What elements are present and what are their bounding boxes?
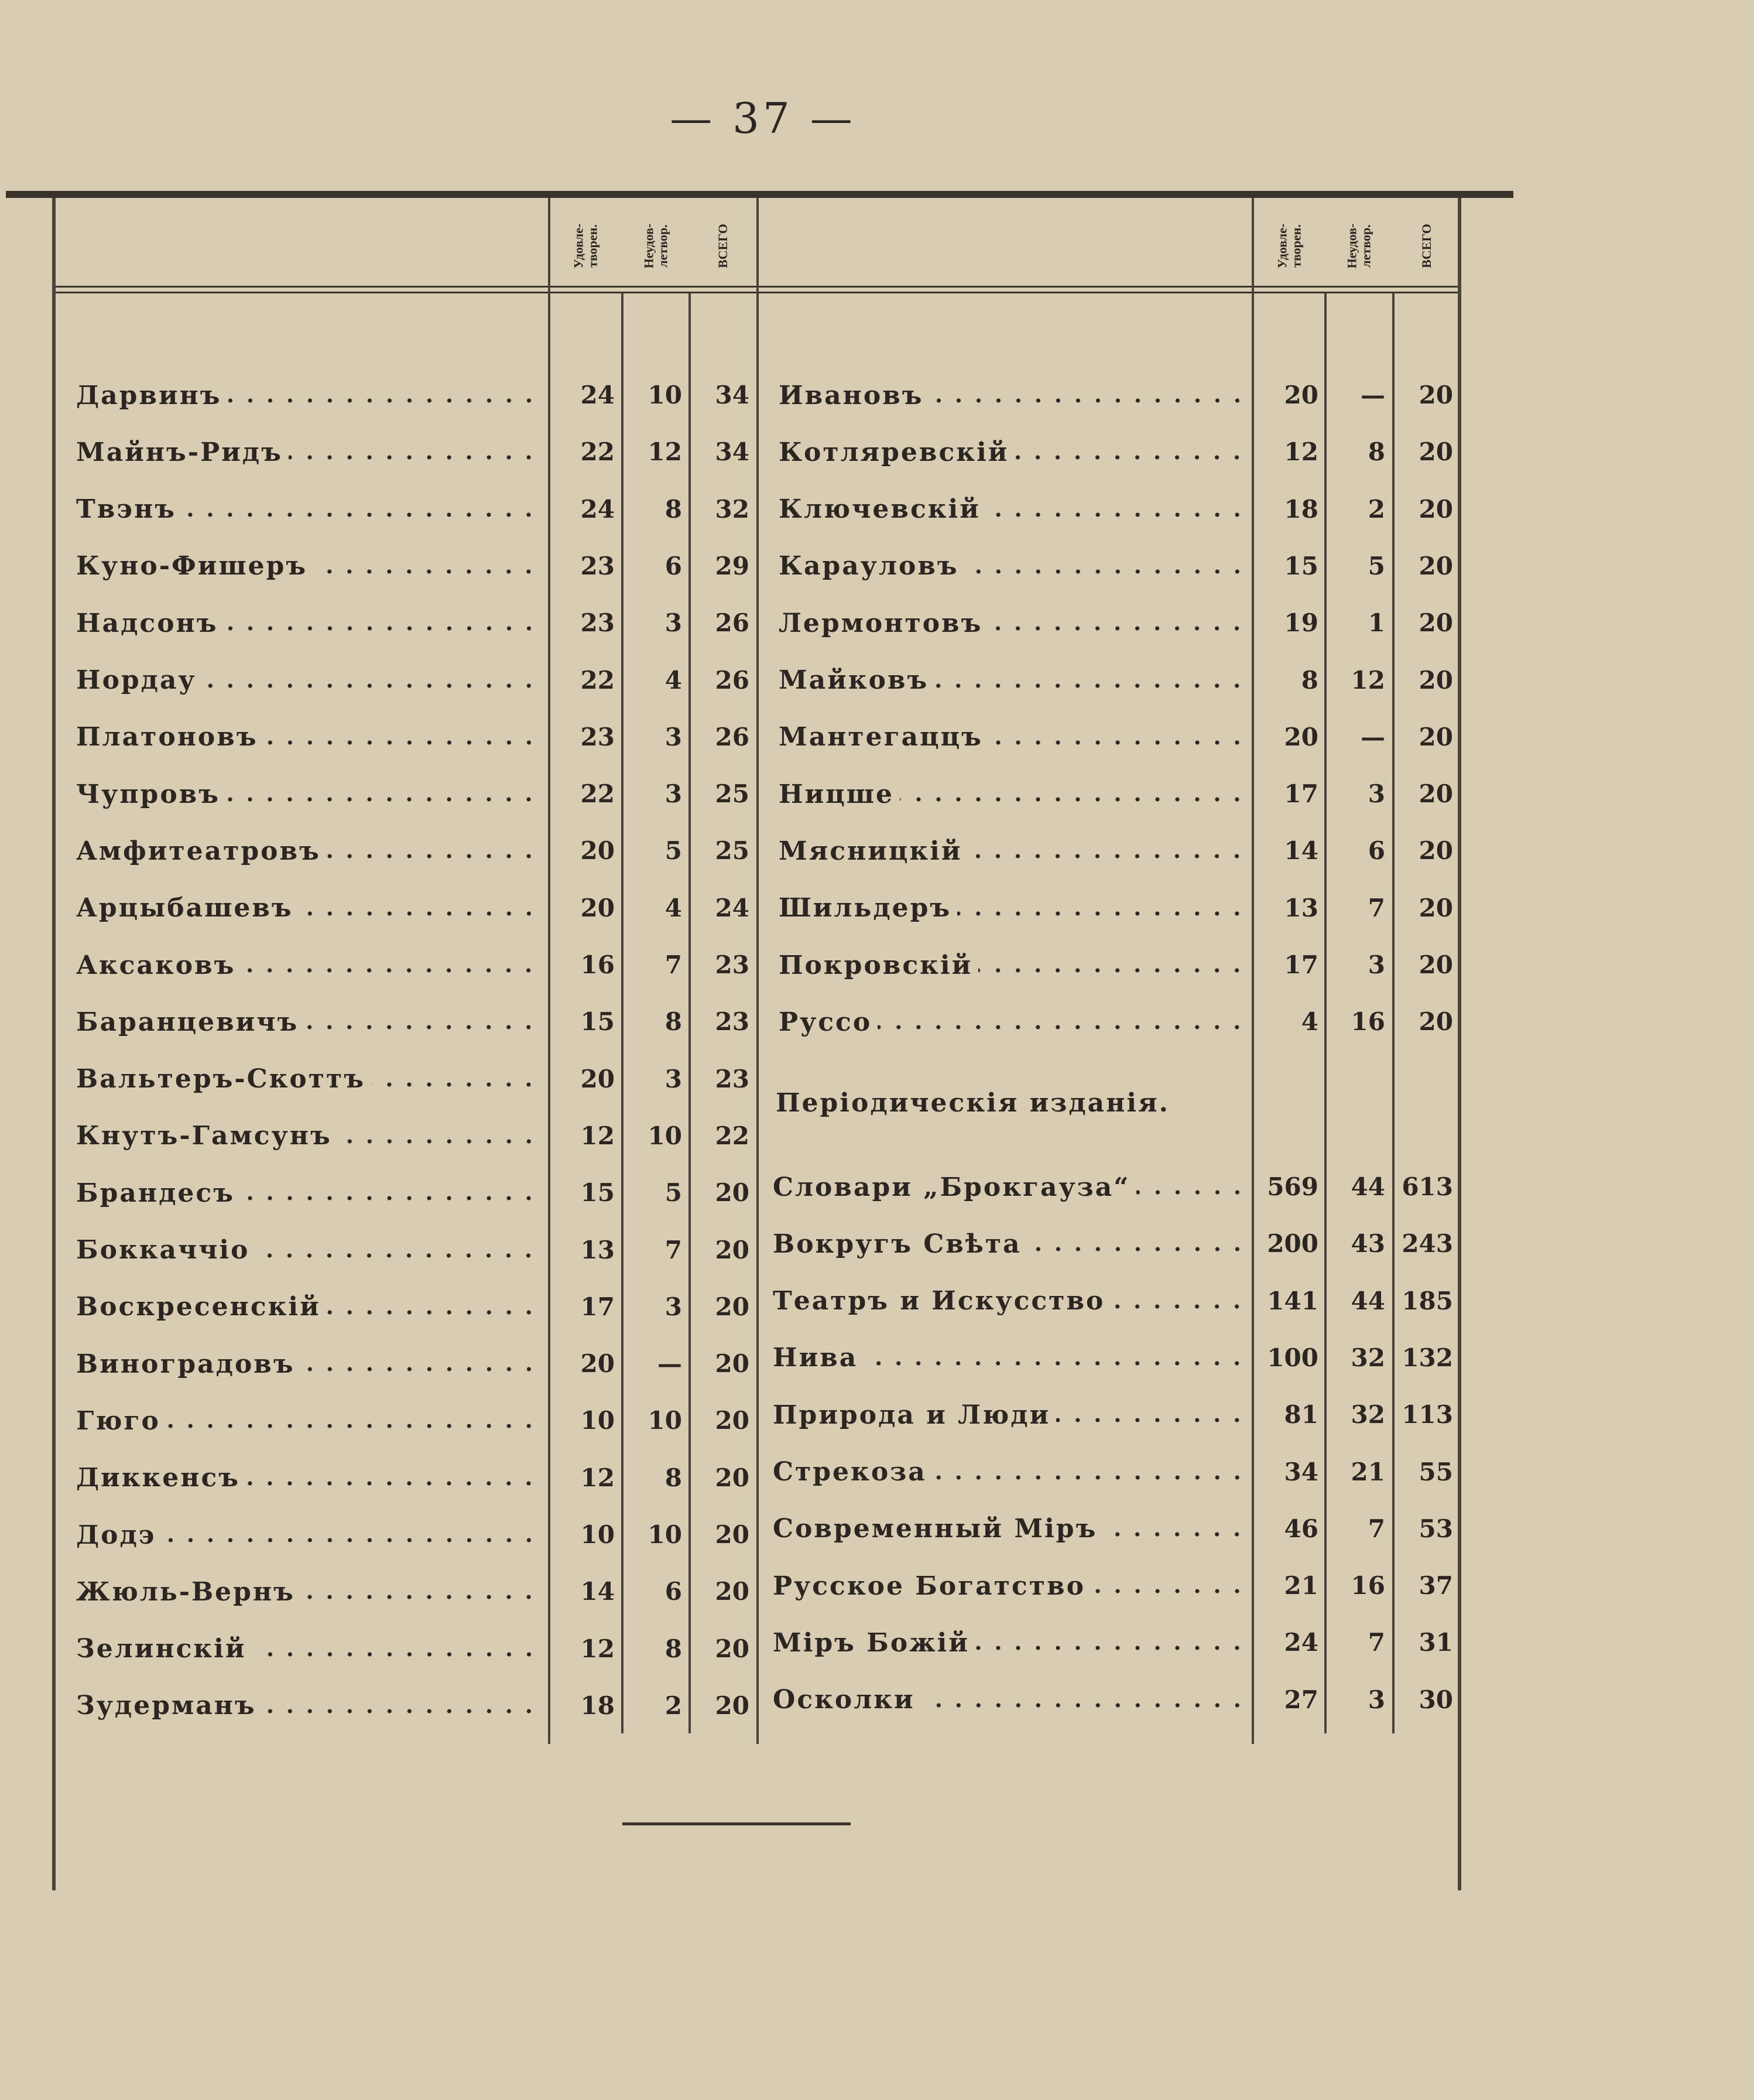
dot-leader (162, 1536, 539, 1544)
table-row (779, 663, 1459, 698)
dot-leader (327, 1308, 539, 1316)
entry-name: Баранцевичъ (76, 1007, 299, 1037)
dot-leader (301, 1365, 539, 1373)
satisfied-count: 81 (1284, 1400, 1318, 1429)
table-row (76, 1233, 755, 1268)
table-row (76, 891, 755, 926)
total-count: 25 (715, 779, 749, 809)
entry-name: Додэ (76, 1520, 156, 1550)
table-row (76, 720, 755, 755)
total-count: 613 (1402, 1172, 1453, 1201)
dot-leader (1091, 1587, 1247, 1595)
entry-name: Зудерманъ (76, 1691, 256, 1721)
unsatisfied-count: 8 (664, 494, 682, 524)
unsatisfied-count: 5 (664, 836, 682, 866)
table-row (773, 1455, 1459, 1490)
column-divider (756, 198, 759, 1744)
dot-leader (933, 1473, 1247, 1482)
table-row (779, 492, 1459, 527)
unsatisfied-count: 7 (1368, 893, 1385, 922)
satisfied-count: 21 (1284, 1571, 1318, 1600)
satisfied-count: 13 (1284, 893, 1318, 922)
unsatisfied-count: 7 (1368, 1514, 1385, 1543)
satisfied-count: 24 (1284, 1628, 1318, 1657)
entry-name: Зелинскій (76, 1634, 246, 1664)
entry-name: Виноградовъ (76, 1349, 295, 1379)
satisfied-count: 15 (580, 1178, 615, 1208)
dot-leader (864, 1359, 1247, 1367)
header-unsatisfied-left (624, 205, 688, 287)
total-count: 20 (1419, 551, 1453, 580)
table-row (773, 1511, 1459, 1547)
total-count: 26 (715, 665, 749, 695)
table-row (76, 549, 755, 584)
entry-name: Шильдеръ (779, 893, 952, 924)
entry-name: Дарвинъ (76, 380, 222, 411)
unsatisfied-count: 5 (1368, 551, 1385, 580)
entry-name: Руссо (779, 1007, 872, 1037)
entry-name: Куно-Фишеръ (76, 551, 308, 582)
table-row (773, 1169, 1459, 1205)
dot-leader (182, 511, 539, 519)
satisfied-count: 8 (1301, 665, 1318, 695)
total-count: 20 (1419, 893, 1453, 922)
satisfied-count: 17 (1284, 950, 1318, 979)
periodicals-section-title: Періодическія изданія. (776, 1088, 1170, 1118)
satisfied-count: 100 (1267, 1343, 1318, 1372)
unsatisfied-count: 3 (664, 722, 682, 751)
total-count: 20 (1419, 1007, 1453, 1037)
dot-leader (1015, 453, 1247, 461)
table-row (779, 1004, 1459, 1039)
header-text: Неудов- летвор. (1344, 223, 1373, 269)
dot-leader (1136, 1188, 1247, 1196)
table-row (76, 1574, 755, 1609)
header-text: Неудов- летвор. (640, 223, 670, 269)
header-satisfied-left (550, 205, 621, 287)
satisfied-count: 12 (580, 1121, 615, 1150)
table-row (773, 1226, 1459, 1261)
dot-leader (957, 909, 1247, 918)
entry-name: Гюго (76, 1405, 160, 1436)
entry-name: Воскресенскій (76, 1292, 321, 1322)
dot-leader (224, 624, 539, 632)
dot-leader (228, 396, 539, 405)
unsatisfied-count: 32 (1351, 1400, 1385, 1429)
satisfied-count: 22 (580, 779, 615, 809)
unsatisfied-count: 2 (1368, 494, 1385, 524)
dot-leader (313, 567, 539, 576)
total-count: 20 (715, 1406, 749, 1435)
entry-name: Вокругъ Свѣта (773, 1229, 1022, 1259)
entry-name: Міръ Божій (773, 1627, 970, 1658)
dot-leader (241, 1194, 539, 1202)
dot-leader (878, 1023, 1247, 1031)
unsatisfied-count: 4 (664, 893, 682, 922)
total-count: 20 (715, 1178, 749, 1208)
entry-name: Покровскій (779, 950, 973, 980)
total-count: 55 (1419, 1457, 1453, 1486)
dot-leader (241, 966, 539, 974)
satisfied-count: 23 (580, 551, 615, 580)
dot-leader (975, 1644, 1247, 1652)
unsatisfied-count: 7 (664, 950, 682, 979)
table-row (76, 1175, 755, 1210)
header-text: Удовле- творен. (1274, 223, 1303, 269)
satisfied-count: 22 (580, 665, 615, 695)
dot-leader (965, 567, 1247, 576)
unsatisfied-count: 10 (648, 1121, 682, 1150)
satisfied-count: 18 (1284, 494, 1318, 524)
header-text: Удовле- творен. (570, 223, 599, 269)
entry-name: Карауловъ (779, 551, 959, 582)
entry-name: Диккенсъ (76, 1463, 241, 1493)
table-row (773, 1397, 1459, 1432)
total-count: 25 (715, 836, 749, 866)
table-row (779, 606, 1459, 641)
page-number: — 37 — (670, 94, 856, 143)
table-row (779, 833, 1459, 868)
satisfied-count: 12 (580, 1463, 615, 1492)
unsatisfied-count: 8 (664, 1634, 682, 1663)
total-count: 20 (1419, 494, 1453, 524)
table-row (76, 1688, 755, 1723)
header-satisfied-right (1254, 205, 1324, 287)
total-count: 26 (715, 722, 749, 751)
table-row (76, 1403, 755, 1438)
total-count: 20 (1419, 437, 1453, 467)
dot-leader (900, 795, 1247, 803)
unsatisfied-count: 7 (1368, 1628, 1385, 1657)
unsatisfied-count: 6 (664, 1577, 682, 1606)
satisfied-count: 15 (1284, 551, 1318, 580)
unsatisfied-count: 3 (664, 608, 682, 638)
satisfied-count: 13 (580, 1235, 615, 1264)
unsatisfied-count: 21 (1351, 1457, 1385, 1486)
entry-name: Природа и Люди (773, 1400, 1051, 1430)
total-count: 20 (1419, 779, 1453, 809)
total-count: 24 (715, 893, 749, 922)
unsatisfied-count: 6 (664, 551, 682, 580)
entry-name: Вальтеръ-Скоттъ (76, 1064, 366, 1095)
table-row (779, 891, 1459, 926)
satisfied-count: 24 (580, 494, 615, 524)
table-row (76, 1632, 755, 1667)
total-count: 20 (715, 1520, 749, 1549)
satisfied-count: 19 (1284, 608, 1318, 638)
dot-leader (262, 1707, 539, 1715)
entry-name: Лермонтовъ (779, 608, 983, 638)
table-row (773, 1682, 1459, 1718)
table-row (76, 948, 755, 983)
table-row (773, 1340, 1459, 1376)
total-count: 37 (1419, 1571, 1453, 1600)
total-count: 22 (715, 1121, 749, 1150)
unsatisfied-count: 43 (1351, 1229, 1385, 1258)
total-count: 20 (715, 1235, 749, 1264)
total-count: 34 (715, 381, 749, 409)
total-count: 20 (1419, 950, 1453, 979)
entry-name: Твэнъ (76, 494, 177, 525)
satisfied-count: 34 (1284, 1457, 1318, 1486)
entry-name: Кнутъ-Гамсунъ (76, 1121, 332, 1151)
dot-leader (203, 682, 539, 690)
total-count: 20 (715, 1292, 749, 1321)
unsatisfied-count: 32 (1351, 1343, 1385, 1372)
dot-leader (301, 1593, 539, 1601)
table-row (76, 606, 755, 641)
unsatisfied-count: 8 (664, 1007, 682, 1037)
entry-name: Амфитеатровъ (76, 836, 321, 866)
total-count: 53 (1419, 1514, 1453, 1543)
table-row (76, 1119, 755, 1154)
table-row (779, 720, 1459, 755)
satisfied-count: 569 (1267, 1172, 1318, 1201)
end-rule (622, 1822, 851, 1825)
satisfied-count: 17 (1284, 779, 1318, 809)
unsatisfied-count: 44 (1351, 1172, 1385, 1201)
entry-name: Майковъ (779, 665, 929, 695)
dot-leader (921, 1701, 1247, 1709)
dot-leader (989, 738, 1247, 747)
entry-name: Котляревскій (779, 437, 1009, 467)
unsatisfied-count: — (1361, 722, 1385, 751)
total-count: 185 (1402, 1286, 1453, 1315)
satisfied-count: 20 (580, 836, 615, 866)
satisfied-count: 10 (580, 1520, 615, 1549)
entry-name: Современный Міръ (773, 1514, 1098, 1544)
total-count: 20 (1419, 722, 1453, 751)
unsatisfied-count: 3 (664, 1064, 682, 1093)
dot-leader (1111, 1302, 1247, 1311)
dot-leader (252, 1650, 539, 1658)
unsatisfied-count: 6 (1368, 836, 1385, 866)
satisfied-count: 22 (580, 437, 615, 467)
total-count: 23 (715, 1007, 749, 1037)
entry-name: Майнъ-Ридъ (76, 437, 283, 467)
table-row (779, 378, 1459, 413)
total-count: 32 (715, 494, 749, 524)
satisfied-count: 16 (580, 950, 615, 979)
table-row (76, 492, 755, 527)
satisfied-count: 20 (580, 1064, 615, 1093)
dot-leader (1103, 1530, 1247, 1538)
total-count: 113 (1402, 1400, 1453, 1429)
unsatisfied-count: 3 (1368, 1685, 1385, 1714)
total-count: 29 (715, 551, 749, 580)
table-border-left (52, 198, 56, 1890)
dot-leader (299, 909, 539, 918)
satisfied-count: 4 (1301, 1007, 1318, 1037)
unsatisfied-count: 12 (648, 437, 682, 467)
table-row (773, 1284, 1459, 1319)
unsatisfied-count: 10 (648, 1520, 682, 1549)
table-row (76, 833, 755, 868)
unsatisfied-count: 7 (664, 1235, 682, 1264)
table-row (76, 1290, 755, 1325)
satisfied-count: 17 (580, 1292, 615, 1321)
unsatisfied-count: 10 (648, 1406, 682, 1435)
satisfied-count: 200 (1267, 1229, 1318, 1258)
unsatisfied-count: 3 (664, 1292, 682, 1321)
satisfied-count: 46 (1284, 1514, 1318, 1543)
unsatisfied-count: 44 (1351, 1286, 1385, 1315)
dot-leader (246, 1479, 539, 1487)
satisfied-count: 18 (580, 1691, 615, 1720)
unsatisfied-count: 3 (1368, 950, 1385, 979)
dot-leader (986, 511, 1247, 519)
satisfied-count: 23 (580, 722, 615, 751)
dot-leader (371, 1080, 539, 1089)
total-count: 34 (715, 437, 749, 467)
unsatisfied-count: 4 (664, 665, 682, 695)
total-count: 23 (715, 950, 749, 979)
satisfied-count: 20 (1284, 722, 1318, 751)
table-row (76, 1062, 755, 1097)
satisfied-count: 14 (580, 1577, 615, 1606)
total-count: 20 (715, 1577, 749, 1606)
dot-leader (988, 624, 1247, 632)
entry-name: Осколки (773, 1685, 915, 1715)
total-count: 26 (715, 608, 749, 638)
unsatisfied-count: 3 (664, 779, 682, 809)
total-count: 243 (1402, 1229, 1453, 1258)
unsatisfied-count: 5 (664, 1178, 682, 1208)
entry-name: Театръ и Искусство (773, 1286, 1105, 1316)
total-count: 23 (715, 1064, 749, 1093)
unsatisfied-count: — (1361, 381, 1385, 409)
entry-name: Аксаковъ (76, 950, 236, 980)
header-total-right (1395, 205, 1459, 287)
total-count: 20 (715, 1349, 749, 1379)
unsatisfied-count: 12 (1351, 665, 1385, 695)
entry-name: Русское Богатство (773, 1571, 1085, 1601)
unsatisfied-count: 3 (1368, 779, 1385, 809)
unsatisfied-count: — (657, 1349, 682, 1379)
satisfied-count: 14 (1284, 836, 1318, 866)
unsatisfied-count: 10 (648, 381, 682, 409)
dot-leader (327, 852, 539, 860)
satisfied-count: 12 (580, 1634, 615, 1663)
unsatisfied-count: 16 (1351, 1571, 1385, 1600)
unsatisfied-count: 8 (664, 1463, 682, 1492)
total-count: 20 (715, 1463, 749, 1492)
satisfied-count: 141 (1267, 1286, 1318, 1315)
dot-leader (264, 738, 539, 747)
entry-name: Надсонъ (76, 608, 218, 638)
satisfied-count: 27 (1284, 1685, 1318, 1714)
total-count: 20 (1419, 608, 1453, 638)
table-row (76, 1517, 755, 1552)
total-count: 30 (1419, 1685, 1453, 1714)
dot-leader (226, 795, 539, 803)
entry-name: Нордау (76, 665, 197, 695)
total-count: 132 (1402, 1343, 1453, 1372)
entry-name: Брандесъ (76, 1178, 235, 1208)
unsatisfied-count: 16 (1351, 1007, 1385, 1037)
satisfied-count: 15 (580, 1007, 615, 1037)
top-rule (6, 191, 1513, 198)
table-row (779, 435, 1459, 470)
entry-name: Мантегаццъ (779, 722, 983, 753)
dot-leader (930, 396, 1247, 405)
dot-leader (289, 453, 539, 461)
dot-leader (338, 1137, 539, 1145)
unsatisfied-count: 1 (1368, 608, 1385, 638)
table-row (773, 1568, 1459, 1603)
entry-name: Мясницкій (779, 836, 962, 866)
satisfied-count: 12 (1284, 437, 1318, 467)
satisfied-count: 20 (1284, 381, 1318, 409)
entry-name: Нива (773, 1343, 858, 1373)
satisfied-count: 23 (580, 608, 615, 638)
total-count: 31 (1419, 1628, 1453, 1657)
dot-leader (1056, 1416, 1247, 1424)
entry-name: Словари „Брокгауза“ (773, 1172, 1130, 1202)
table-row (76, 378, 755, 413)
total-count: 20 (1419, 665, 1453, 695)
table-row (76, 435, 755, 470)
dot-leader (934, 682, 1247, 690)
entry-name: Ивановъ (779, 380, 924, 411)
entry-name: Ключевскій (779, 494, 981, 525)
satisfied-count: 20 (580, 1349, 615, 1379)
entry-name: Чупровъ (76, 779, 220, 809)
dot-leader (968, 852, 1247, 860)
table-row (773, 1625, 1459, 1660)
table-row (779, 777, 1459, 812)
satisfied-count: 10 (580, 1406, 615, 1435)
total-count: 20 (1419, 836, 1453, 866)
header-text: ВСЕГО (1419, 224, 1434, 268)
unsatisfied-count: 8 (1368, 437, 1385, 467)
table-row (779, 948, 1459, 983)
dot-leader (255, 1251, 539, 1260)
table-row (76, 1004, 755, 1039)
entry-name: Жюль-Вернъ (76, 1576, 295, 1607)
table-row (76, 1461, 755, 1496)
total-count: 20 (1419, 381, 1453, 409)
satisfied-count: 24 (580, 381, 615, 409)
table-row (76, 777, 755, 812)
unsatisfied-count: 2 (664, 1691, 682, 1720)
total-count: 20 (715, 1634, 749, 1663)
dot-leader (304, 1023, 539, 1031)
table-row (76, 663, 755, 698)
dot-leader (1027, 1245, 1247, 1253)
table-row (76, 1346, 755, 1381)
header-unsatisfied-right (1327, 205, 1391, 287)
entry-name: Стрекоза (773, 1457, 927, 1487)
entry-name: Ницше (779, 779, 894, 809)
table-row (779, 549, 1459, 584)
total-count: 20 (715, 1691, 749, 1720)
header-text: ВСЕГО (715, 224, 730, 268)
dot-leader (166, 1422, 539, 1430)
entry-name: Боккаччіо (76, 1235, 250, 1265)
dot-leader (978, 966, 1247, 974)
entry-name: Платоновъ (76, 722, 258, 753)
satisfied-count: 20 (580, 893, 615, 922)
header-total-left (691, 205, 755, 287)
entry-name: Арцыбашевъ (76, 893, 293, 924)
